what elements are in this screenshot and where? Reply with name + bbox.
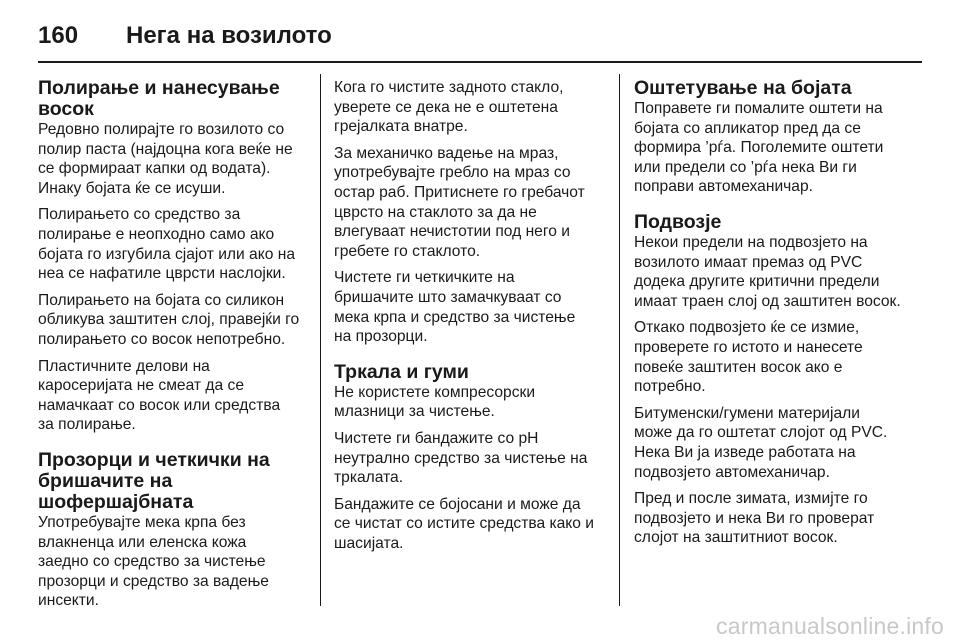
- paragraph: Битуменски/гумени материјали може да го оштетат слојот од PVC. Нека Ви ја изведе работата на подвозјето автомеханичар.: [634, 404, 888, 481]
- paragraph: Некои предели на подвозјето на возилото имаат премаз од PVC додека другите критични предели имаат траен слој од заштитен восок.: [634, 233, 901, 310]
- chapter-title: Нега на возилото: [126, 22, 332, 49]
- section-underbody: [634, 212, 902, 548]
- section-paint-damage: [634, 78, 902, 197]
- paragraph: Пластичните делови на каросеријата не смеат да се намачкаат со восок или средства за полирање.: [38, 357, 281, 434]
- section-windows-wipers: [38, 450, 300, 611]
- section-heading: Оштетување на бојата: [634, 77, 852, 99]
- page-header: [38, 14, 922, 58]
- paragraph: Не користете компресорски млазници за чистење.: [334, 383, 536, 421]
- paragraph: Поправете ги помалите оштети на бојата со апликатор пред да се формира ’рѓа. Поголемите оштети или предели со ’рѓа нека Ви ги поправи автомеханичар.: [634, 100, 884, 196]
- paragraph: Бандажите се бојосани и може да се чистат со истите средства како и шасијата.: [334, 495, 595, 552]
- section-heading: Подвозје: [634, 210, 722, 233]
- watermark-text: carmanualsonline.info: [716, 613, 944, 639]
- section-polishing: [38, 78, 300, 435]
- section-windows-continued: [334, 78, 596, 347]
- paragraph: Употребувајте мека крпа без влакненца или еленска кожа заедно со средство за чистење прозорци и средство за вадење инсекти.: [38, 513, 269, 610]
- column-right: [634, 78, 902, 563]
- header-rule: [38, 61, 922, 63]
- section-heading: Тркала и гуми: [334, 360, 469, 383]
- paragraph: Редовно полирајте го возилото со полир паста (најдоцна кога веќе не се формираат капки од водата). Инаку бојата ќе се исуши.: [38, 121, 293, 197]
- column-middle: [334, 78, 596, 568]
- column-divider-right: [619, 74, 620, 606]
- paragraph: Пред и после зимата, измијте го подвозјето и нека Ви го проверат слојот на заштитниот восок.: [634, 490, 875, 547]
- paragraph: Полирањето со средство за полирање е неопходно само ако бојата го изгубила сјајот или ако на неа се нафатиле цврсти наслојки.: [38, 206, 295, 283]
- paragraph: Полирањето на бојата со силикон обликува заштитен слој, правејќи го полирањето со восок непотребно.: [38, 291, 300, 348]
- column-left: [38, 78, 300, 626]
- column-divider-left: [320, 74, 321, 606]
- paragraph: Чистете ги бандажите со pH неутрално средство за чистење на тркалата.: [334, 429, 588, 487]
- section-heading: Прозорци и четкички на бришачите на шофершајбната: [38, 448, 270, 513]
- page-number: 160: [38, 22, 79, 49]
- section-wheels-tyres: [334, 362, 596, 554]
- paragraph: Кога го чистите задното стакло, уверете се дека не е оштетена грејалката внатре.: [334, 79, 564, 136]
- paragraph: Чистете ги четкичките на бришачите што замачкуваат со мека крпа и средство за чистење на прозорци.: [334, 269, 576, 346]
- section-heading: Полирање и нанесување восок: [38, 77, 280, 120]
- paragraph: За механичко вадење на мраз, употребувајте гребло на мраз со остар раб. Притиснете го гребачот цврсто на стаклото за да не влегуваат нечистотии под него и гребете го стаклото.: [334, 144, 585, 260]
- paragraph: Откако подвозјето ќе се измие, проверете го истото и нанесете повеќе заштитен восок ако е потребно.: [634, 319, 863, 396]
